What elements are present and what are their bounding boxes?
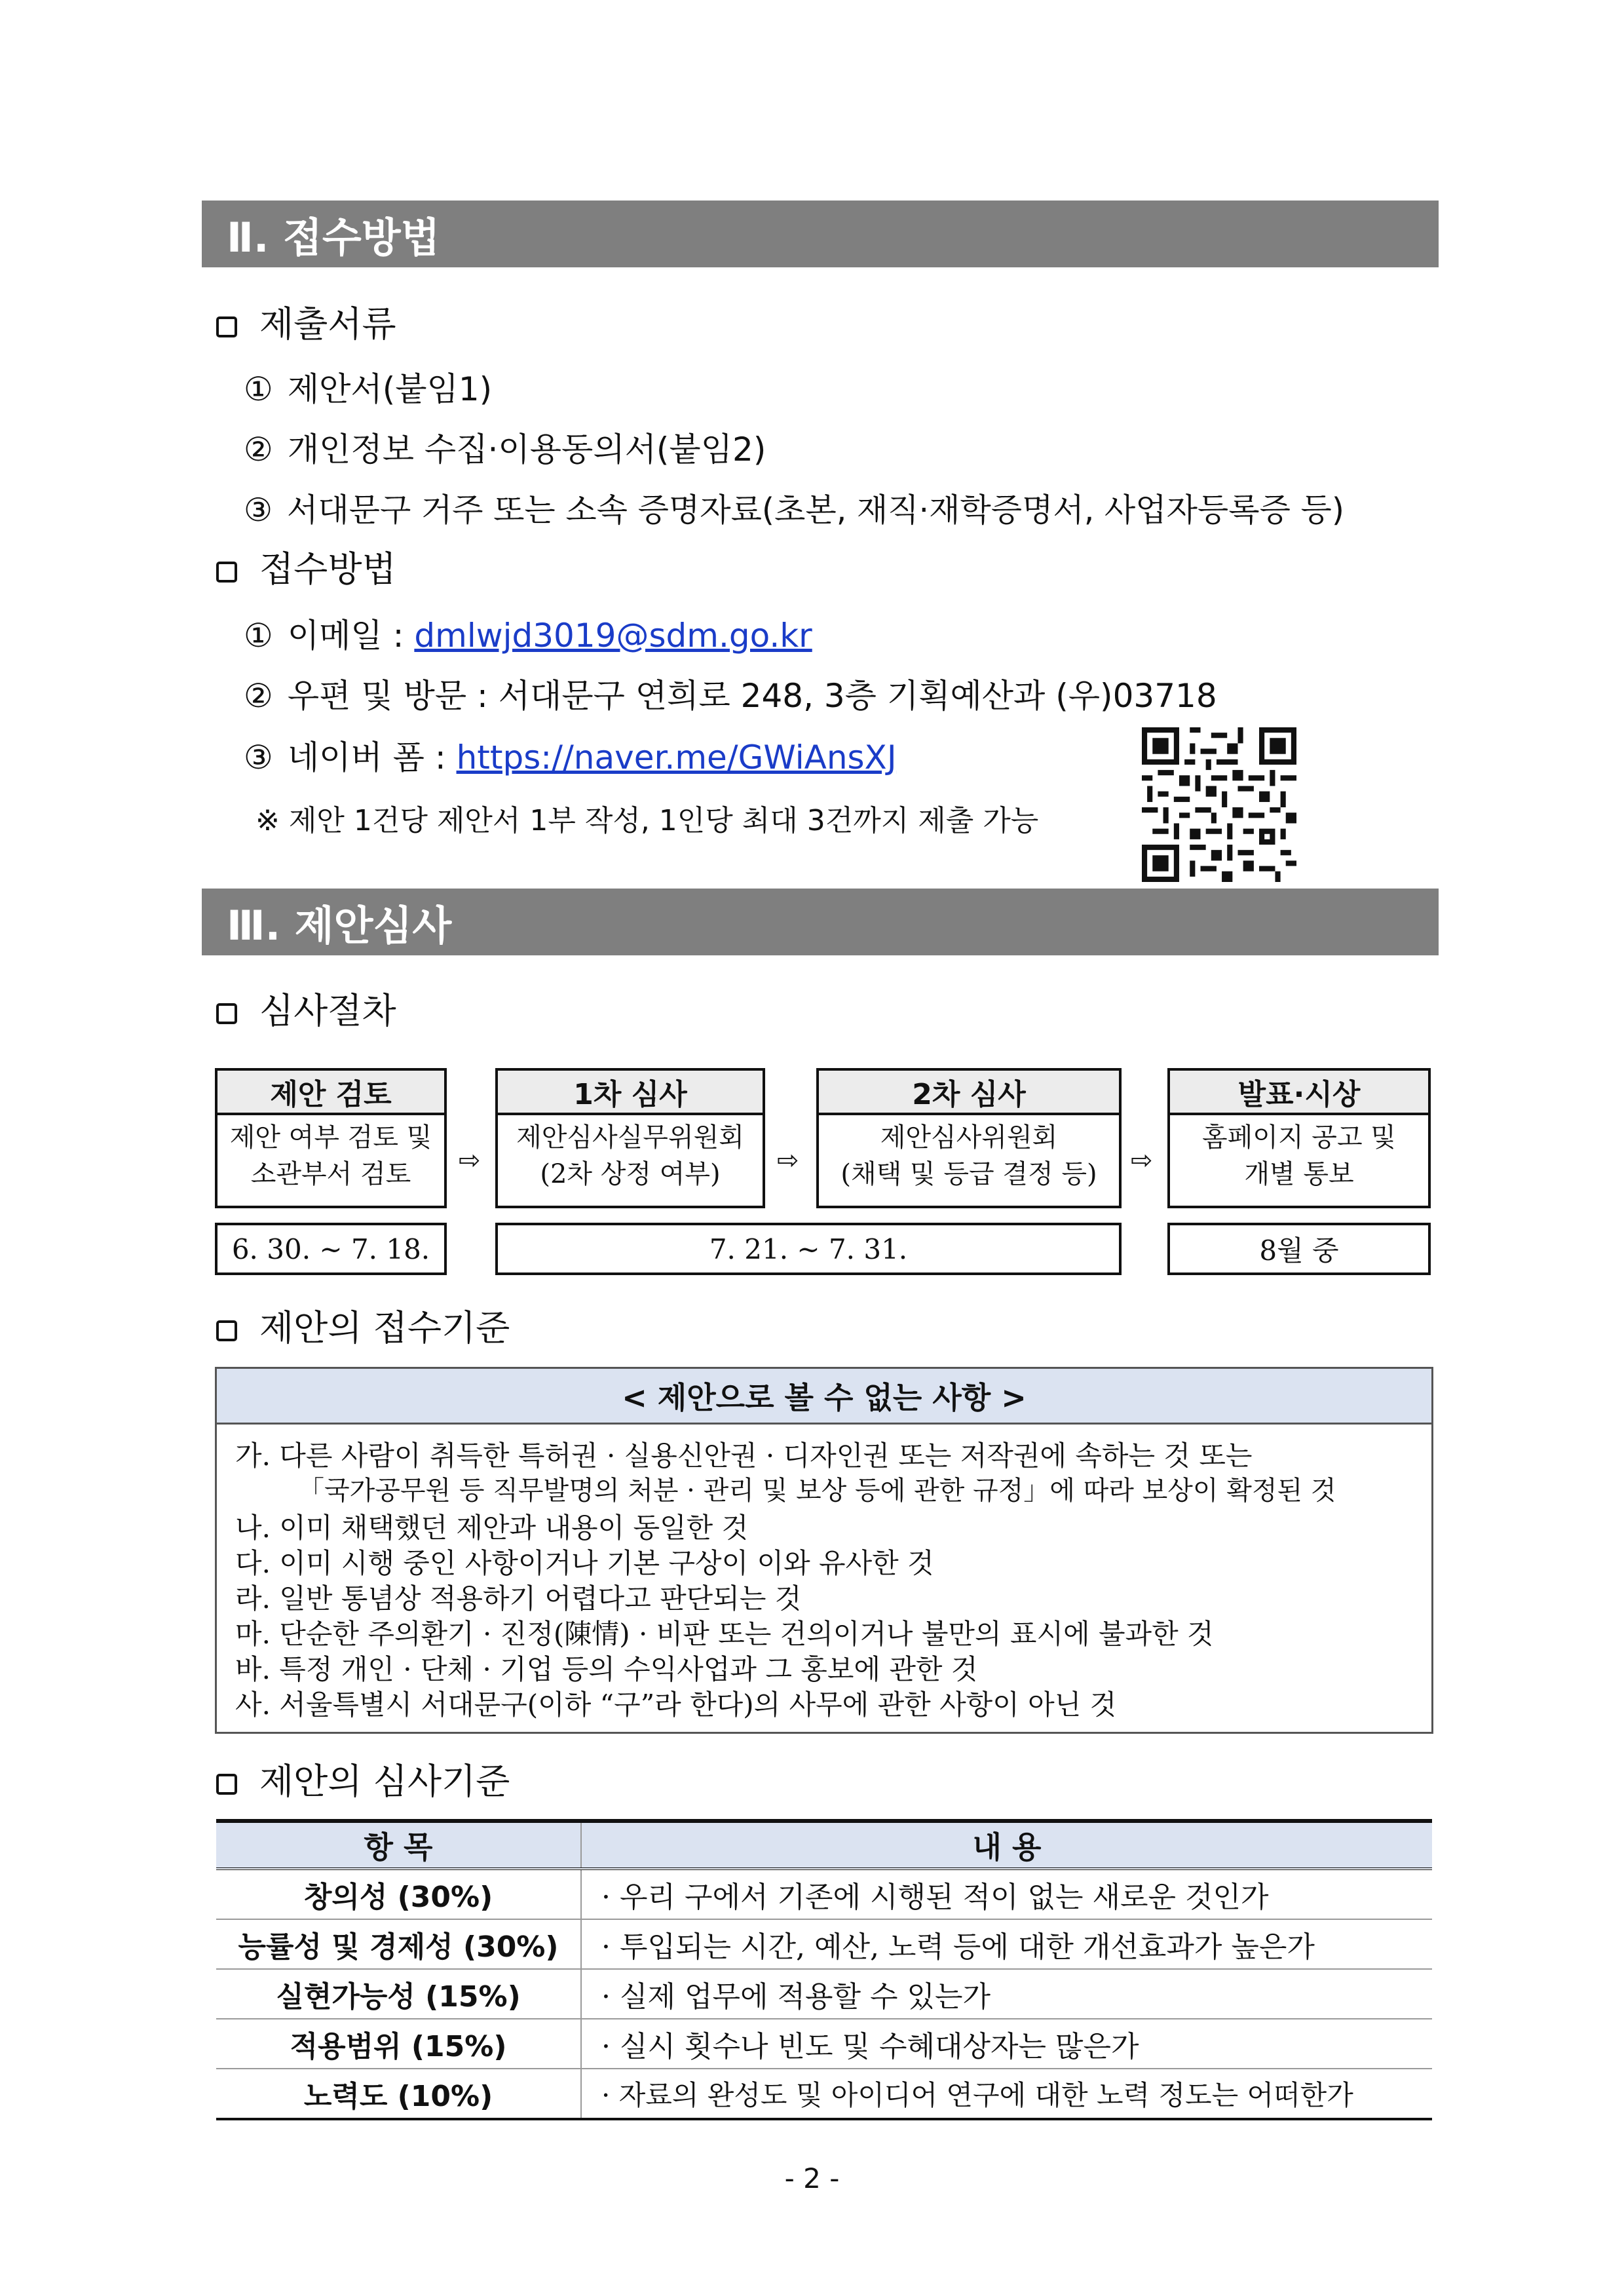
step-desc-line: (2차 상정 여부) [540, 1159, 721, 1189]
step-desc-line: 제안심사실무위원회 [516, 1122, 744, 1153]
table-row [216, 1969, 1432, 2019]
method-label: 네이버 폼 : [287, 738, 457, 776]
excluded-item: 다. 이미 시행 중인 사항이거나 기본 구상이 이와 유사한 것 [235, 1547, 934, 1579]
list-number: ① [244, 370, 273, 408]
step-desc-line: 소관부서 검토 [250, 1159, 411, 1189]
list-item [244, 423, 766, 470]
excluded-item: 사. 서울특별시 서대문구(이하 “구”라 한다)의 사무에 관한 사항이 아닌 것 [235, 1689, 1117, 1721]
excluded-item: 나. 이미 채택했던 제안과 내용이 동일한 것 [235, 1512, 749, 1544]
qr-code-icon[interactable] [1124, 727, 1314, 882]
process-step-announce [1167, 1068, 1431, 1208]
method-post [244, 670, 1217, 717]
step-title: 제안 검토 [217, 1071, 444, 1115]
step-desc-line: 제안심사위원회 [880, 1122, 1058, 1153]
process-step-second [816, 1068, 1122, 1208]
criteria-item: 실현가능성 (15%) [216, 1969, 581, 2019]
date-range-review-stages: 7. 21. ~ 7. 31. [495, 1223, 1122, 1275]
list-text: 제안서(붙임1) [287, 370, 493, 408]
step-desc-line: 제안 여부 검토 및 [229, 1122, 432, 1153]
column-header: 내 용 [581, 1821, 1432, 1869]
checkbox-square-icon [216, 1320, 237, 1341]
list-number: ② [244, 677, 273, 715]
subheading-label: 제안의 접수기준 [259, 1307, 510, 1349]
naver-form-link[interactable]: https://naver.me/GWiAnsXJ [456, 738, 897, 776]
subheading-method [216, 541, 396, 592]
criteria-content: · 투입되는 시간, 예산, 노력 등에 대한 개선효과가 높은가 [581, 1919, 1432, 1969]
criteria-content: · 실제 업무에 적용할 수 있는가 [581, 1969, 1432, 2019]
subheading-process [216, 983, 396, 1033]
table-row [216, 1919, 1432, 1969]
section-title: Ⅲ. 제안심사 [227, 901, 452, 949]
process-step-first [495, 1068, 765, 1208]
list-item [244, 363, 492, 410]
review-criteria-table [216, 1819, 1432, 2120]
arrow-right-icon: ⇨ [1131, 1145, 1153, 1176]
excluded-item: 라. 일반 통념상 적용하기 어렵다고 판단되는 것 [235, 1582, 802, 1615]
excluded-item: 가. 다른 사람이 취득한 특허권 · 실용신안권 · 디자인권 또는 저작권에 속하는 것 또는 [235, 1440, 1253, 1472]
excluded-title: < 제안으로 볼 수 없는 사항 > [217, 1369, 1431, 1425]
excluded-items-box [215, 1367, 1433, 1734]
checkbox-square-icon [216, 1774, 237, 1795]
list-text: 개인정보 수집·이용동의서(붙임2) [287, 430, 766, 469]
method-label: 우편 및 방문 : 서대문구 연희로 248, 3층 기획예산과 (우)03718 [287, 677, 1217, 715]
process-step-review [215, 1068, 447, 1208]
table-header-row [216, 1821, 1432, 1869]
criteria-content: · 자료의 완성도 및 아이디어 연구에 대한 노력 정도는 어떠한가 [581, 2069, 1432, 2119]
column-header: 항 목 [216, 1821, 581, 1869]
list-number: ② [244, 430, 273, 469]
criteria-content: · 우리 구에서 기존에 시행된 적이 없는 새로운 것인가 [581, 1869, 1432, 1919]
section-heading-submission [202, 201, 1439, 267]
list-number: ③ [244, 491, 273, 529]
section-heading-review [202, 889, 1439, 955]
list-number: ① [244, 617, 273, 655]
step-title: 2차 심사 [819, 1071, 1119, 1115]
table-row [216, 2019, 1432, 2069]
list-item [244, 485, 1344, 531]
arrow-right-icon: ⇨ [777, 1145, 799, 1176]
excluded-item: 바. 특정 개인 · 단체 · 기업 등의 수익사업과 그 홍보에 관한 것 [235, 1653, 978, 1685]
page-number: - 2 - [784, 2162, 840, 2194]
excluded-item: 「국가공무원 등 직무발명의 처분 · 관리 및 보상 등에 관한 규정」에 따라 보상이 확정된 것 [298, 1476, 1336, 1506]
list-text: 서대문구 거주 또는 소속 증명자료(초본, 재직·재학증명서, 사업자등록증 등) [286, 491, 1344, 529]
step-desc-line: 홈페이지 공고 및 [1202, 1122, 1396, 1153]
method-label: 이메일 : [287, 617, 415, 655]
list-number: ③ [244, 738, 273, 776]
step-desc [217, 1115, 444, 1193]
method-naver-form [244, 731, 897, 778]
subheading-acceptance [216, 1300, 510, 1350]
criteria-item: 적용범위 (15%) [216, 2019, 581, 2069]
step-desc [819, 1115, 1119, 1193]
section-title: Ⅱ. 접수방법 [227, 213, 440, 261]
step-desc [498, 1115, 763, 1193]
criteria-item: 노력도 (10%) [216, 2069, 581, 2119]
step-desc [1170, 1115, 1428, 1193]
step-desc-line: 개별 통보 [1244, 1159, 1354, 1189]
step-desc-line: (채택 및 등급 결정 등) [840, 1159, 1097, 1189]
subheading-label: 제안의 심사기준 [259, 1761, 510, 1802]
date-announce: 8월 중 [1167, 1223, 1431, 1275]
table-row [216, 1869, 1432, 1919]
subheading-label: 접수방법 [259, 548, 396, 590]
step-title: 발표·시상 [1170, 1071, 1428, 1115]
criteria-content: · 실시 횟수나 빈도 및 수혜대상자는 많은가 [581, 2019, 1432, 2069]
checkbox-square-icon [216, 562, 237, 583]
subheading-label: 제출서류 [259, 303, 396, 345]
checkbox-square-icon [216, 1003, 237, 1024]
subheading-label: 심사절차 [259, 990, 396, 1031]
excluded-item: 마. 단순한 주의환기 · 진정(陳情) · 비판 또는 건의이거나 불만의 표시에 불과한 것 [235, 1618, 1214, 1650]
date-range-review: 6. 30. ~ 7. 18. [215, 1223, 447, 1275]
step-title: 1차 심사 [498, 1071, 763, 1115]
checkbox-square-icon [216, 316, 237, 337]
criteria-item: 능률성 및 경제성 (30%) [216, 1919, 581, 1969]
arrow-right-icon: ⇨ [459, 1145, 481, 1176]
subheading-review-criteria [216, 1753, 510, 1804]
email-link[interactable]: dmlwjd3019@sdm.go.kr [414, 617, 812, 655]
subheading-documents [216, 296, 396, 347]
method-email [244, 609, 812, 657]
submission-note: ※ 제안 1건당 제안서 1부 작성, 1인당 최대 3건까지 제출 가능 [255, 804, 1039, 837]
criteria-item: 창의성 (30%) [216, 1869, 581, 1919]
table-row [216, 2069, 1432, 2119]
